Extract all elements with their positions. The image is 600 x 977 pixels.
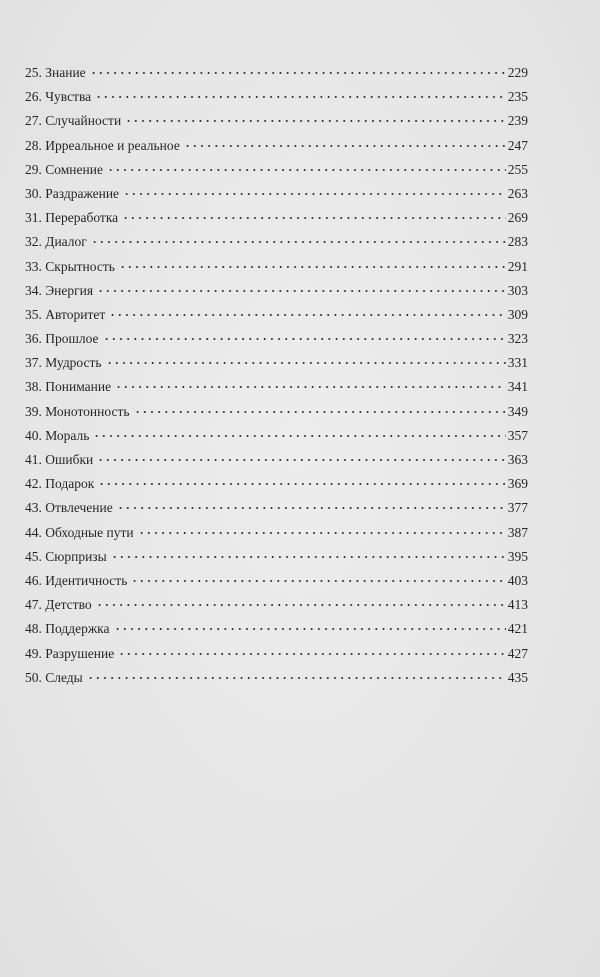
toc-entry: [25, 206, 528, 230]
toc-entry-page: 387: [507, 524, 528, 540]
toc-entry-page: 403: [507, 572, 528, 588]
toc-entry-title: 30. Раздражение: [25, 185, 120, 201]
dot-leader: [98, 483, 505, 485]
dot-leader: [122, 217, 506, 219]
toc-entry: [25, 230, 528, 254]
toc-entry: [25, 109, 528, 133]
toc-entry: [25, 255, 528, 279]
toc-entry-title: 32. Диалог: [25, 234, 87, 250]
dot-leader: [109, 314, 505, 316]
toc-entry-title: 47. Детство: [25, 597, 92, 613]
toc-entry-page: 435: [507, 669, 528, 685]
toc-entry-page: 369: [507, 476, 528, 492]
dot-leader: [103, 338, 506, 340]
toc-entry-page: 349: [507, 403, 528, 419]
toc-entry-title: 37. Мудрость: [25, 355, 102, 371]
toc-entry-page: 283: [507, 234, 528, 250]
toc-entry: [25, 303, 528, 327]
dot-leader: [115, 386, 506, 388]
toc-entry-page: 341: [507, 379, 528, 395]
toc-entry-title: 50. Следы: [25, 669, 83, 685]
toc-entry: [25, 61, 528, 85]
toc-entry: [25, 569, 528, 593]
toc-entry-page: 235: [507, 89, 528, 105]
dot-leader: [117, 507, 506, 509]
dot-leader: [87, 677, 506, 679]
dot-leader: [131, 580, 505, 582]
toc-entry-title: 48. Поддержка: [25, 621, 110, 637]
toc-entry-title: 38. Понимание: [25, 379, 112, 395]
toc-entry-title: 25. Знание: [25, 65, 86, 80]
toc-entry: [25, 424, 528, 448]
dot-leader: [118, 653, 506, 655]
toc-entry-title: 35. Авторитет: [25, 306, 106, 322]
toc-entry: [25, 472, 528, 496]
dot-leader: [123, 193, 506, 195]
toc-entry-page: 323: [507, 331, 528, 347]
toc-entry: [25, 496, 528, 520]
toc-entry-title: 34. Энергия: [25, 282, 94, 298]
toc-entry-title: 46. Идентичность: [25, 572, 128, 588]
toc-entry: [25, 182, 528, 206]
toc-entry: [25, 617, 528, 641]
dot-leader: [106, 362, 506, 364]
dot-leader: [184, 145, 506, 147]
toc-entry: [25, 375, 528, 399]
toc-entry-page: 247: [507, 137, 528, 153]
toc-entry-page: 421: [507, 621, 528, 637]
toc-entry-title: 36. Прошлое: [25, 331, 99, 347]
toc-entry-title: 31. Переработка: [25, 210, 119, 226]
toc-entry: [25, 351, 528, 375]
toc-entry: [25, 134, 528, 158]
toc-entry: [25, 593, 528, 617]
toc-entry: [25, 521, 528, 545]
dot-leader: [95, 96, 506, 98]
toc-entry-title: 41. Ошибки: [25, 452, 94, 467]
table-of-contents: [25, 61, 528, 690]
toc-entry-page: 413: [507, 597, 528, 613]
toc-entry-page: 357: [507, 427, 528, 443]
toc-entry-page: 263: [507, 185, 528, 201]
dot-leader: [134, 411, 506, 413]
toc-entry-title: 33. Скрытность: [25, 258, 115, 274]
toc-entry: [25, 545, 528, 569]
toc-entry-page: 303: [507, 282, 528, 298]
toc-entry-page: 239: [507, 113, 528, 129]
toc-entry: [25, 158, 528, 182]
dot-leader: [96, 604, 506, 606]
dot-leader: [93, 435, 505, 437]
toc-entry-title: 29. Сомнение: [25, 161, 103, 177]
toc-entry: [25, 448, 528, 472]
dot-leader: [90, 72, 506, 74]
toc-entry-page: 309: [507, 306, 528, 322]
toc-entry: [25, 400, 528, 424]
toc-entry-title: 43. Отвлечение: [25, 500, 113, 516]
toc-entry-title: 39. Монотонность: [25, 403, 130, 419]
dot-leader: [91, 241, 506, 243]
toc-entry: [25, 327, 528, 351]
dot-leader: [107, 169, 506, 171]
toc-entry-page: 331: [507, 355, 528, 371]
dot-leader: [119, 266, 506, 268]
toc-entry-title: 27. Случайности: [25, 113, 122, 129]
toc-entry-page: 377: [507, 500, 528, 516]
dot-leader: [138, 532, 506, 534]
toc-entry-title: 28. Ирреальное и реальное: [25, 137, 180, 153]
dot-leader: [111, 556, 506, 558]
toc-entry-title: 40. Мораль: [25, 427, 90, 443]
toc-entry-page: 269: [507, 210, 528, 226]
toc-entry-title: 44. Обходные пути: [25, 524, 134, 540]
toc-entry: [25, 642, 528, 666]
toc-entry-page: 427: [507, 645, 528, 661]
dot-leader: [114, 628, 506, 630]
dot-leader: [97, 290, 506, 292]
toc-entry-page: 229: [507, 65, 528, 80]
dot-leader: [97, 459, 505, 461]
toc-entry: [25, 666, 528, 690]
toc-entry-page: 291: [507, 258, 528, 274]
toc-entry-title: 45. Сюрпризы: [25, 548, 107, 564]
toc-entry: [25, 279, 528, 303]
toc-entry-title: 42. Подарок: [25, 476, 95, 492]
dot-leader: [125, 120, 506, 122]
toc-entry: [25, 85, 528, 109]
toc-entry-title: 49. Разрушение: [25, 645, 115, 661]
toc-entry-page: 255: [507, 161, 528, 177]
toc-entry-title: 26. Чувства: [25, 89, 92, 105]
toc-entry-page: 363: [507, 452, 528, 467]
toc-entry-page: 395: [507, 548, 528, 564]
